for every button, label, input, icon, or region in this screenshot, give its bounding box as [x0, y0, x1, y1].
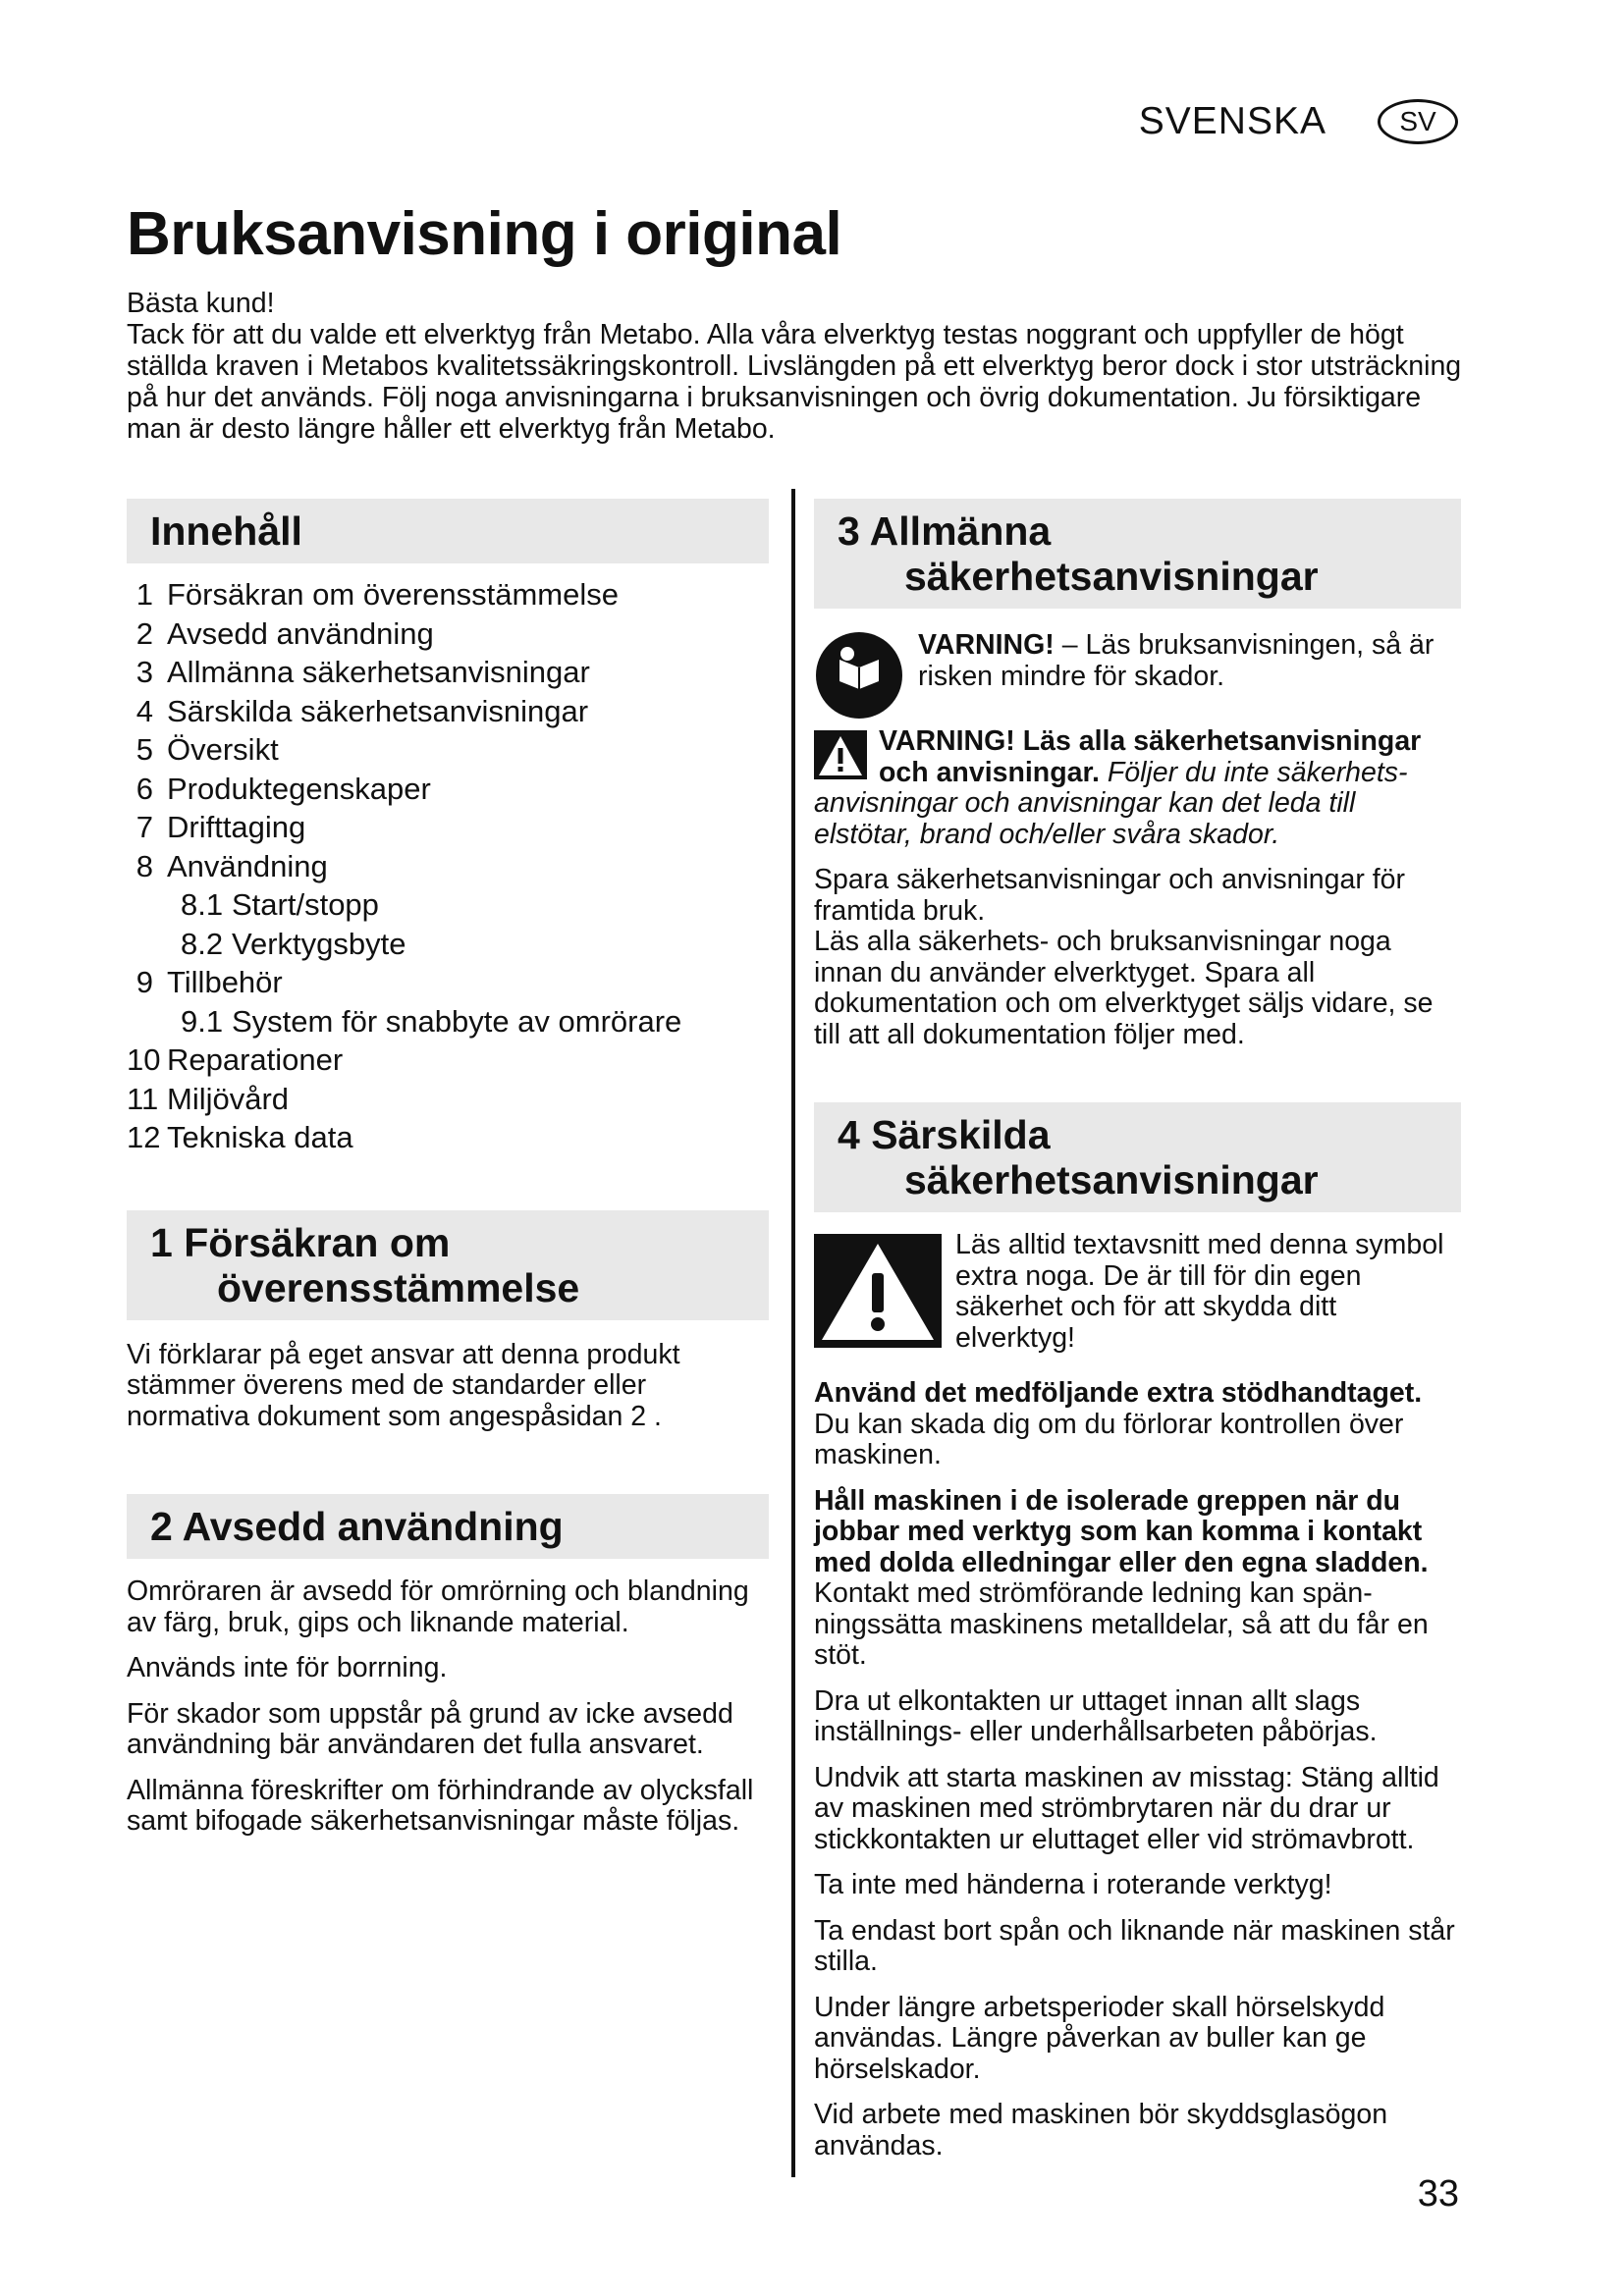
left-column	[127, 499, 769, 1852]
save-instructions-text: Läs alla säkerhets- och bruksanvisningar noga innan du använder elverktyget. Spara all dokumentation och om elverktyget säljs vidare, se till att all dokumentation följer med.	[814, 926, 1434, 1050]
language-badge: SV	[1378, 99, 1458, 144]
section4-p2: Undvik att starta maskinen av misstag: Stäng alltid av maskinen med strömbrytaren när du drar ur stickkontakten ur eluttaget eller vid strömavbrott.	[814, 1761, 1439, 1855]
warning-triangle-icon	[814, 1234, 942, 1348]
toc-item[interactable]: 11 Miljövård	[127, 1081, 290, 1116]
intro-body: Tack för att du valde ett elverktyg från Metabo. Alla våra elverktyg testas noggrant och uppfyller de högt ställda kraven i Metabos kvalitetssäkringskontroll. Livslängden på ett elverktyg beror dock i stor utsträckning på hur det används. Följ noga anvisningarna i bruksanvisningen och övrig dokumentation. Ju försiktigare man är desto längre håller ett elverktyg från Metabo.	[127, 319, 1462, 445]
intro	[127, 288, 1472, 445]
table-of-contents	[127, 575, 769, 1157]
warning-triangle-icon	[814, 730, 867, 779]
grip-instruction-bold: Håll maskinen i de isolerade greppen när du jobbar med verktyg som kan komma i kontakt med dolda elledningar eller den egna sladden.	[814, 1484, 1429, 1578]
toc-item[interactable]: 6 Produktegenskaper	[135, 771, 431, 806]
handle-instruction-bold: Använd det medföljande extra stödhandtaget.	[814, 1377, 1423, 1409]
symbol-explanation	[814, 1229, 1461, 1368]
toc-subitem[interactable]: 8.1 Start/stopp	[181, 887, 379, 922]
warning1-text: VARNING! – Läs bruksanvisningen, så är risken mindre för skador.	[918, 629, 1435, 692]
grip-instruction-text: Kontakt med strömförande ledning kan spän-ningssätta maskinens metalldelar, så att du får en stöt.	[814, 1577, 1429, 1671]
toc-item[interactable]: 9 Tillbehör	[135, 965, 283, 999]
toc-item[interactable]: 1 Försäkran om överensstämmelse	[135, 577, 619, 612]
section2-p4: Allmänna föreskrifter om förhindrande av olycksfall samt bifogade säkerhetsanvisningar måste följas.	[127, 1774, 754, 1837]
toc-item[interactable]: 8 Användning	[135, 848, 328, 883]
toc-item[interactable]: 2 Avsedd användning	[135, 615, 434, 651]
section4-p3: Ta inte med händerna i roterande verktyg!	[814, 1869, 1332, 1900]
toc-heading: Innehåll	[127, 499, 769, 563]
toc-subitem[interactable]: 9.1 System för snabbyte av omrörare	[181, 1003, 682, 1039]
column-divider	[791, 489, 795, 2177]
section1-heading: 1 Försäkran om överensstämmelse	[127, 1210, 769, 1320]
toc-item[interactable]: 7 Drifttaging	[135, 810, 306, 844]
toc-item[interactable]: 5 Översikt	[135, 732, 279, 767]
section2-heading: 2 Avsedd användning	[127, 1494, 769, 1559]
toc-item[interactable]: 10 Reparationer	[127, 1042, 344, 1077]
toc-subitem[interactable]: 8.2 Verktygsbyte	[181, 926, 406, 961]
language-label: SVENSKA	[1138, 100, 1326, 142]
toc-item[interactable]: 3 Allmänna säkerhetsanvisningar	[135, 655, 590, 689]
section4-heading: 4 Särskilda säkerhetsanvisningar	[814, 1102, 1461, 1212]
toc-item[interactable]: 4 Särskilda säkerhetsanvisningar	[135, 693, 589, 728]
handle-instruction-text: Du kan skada dig om du förlorar kontrollen över maskinen.	[814, 1408, 1404, 1470]
section4-p5: Under längre arbetsperioder skall hörselskydd användas. Längre påverkan av buller kan ge hörselskador.	[814, 1991, 1385, 2085]
save-instructions-bold: Spara säkerhetsanvisningar och anvisningar för framtida bruk.	[814, 864, 1406, 927]
intro-greeting: Bästa kund!	[127, 288, 275, 319]
right-column	[814, 499, 1461, 2176]
section3-heading: 3 Allmänna säkerhetsanvisningar	[814, 499, 1461, 609]
section2-p2: Används inte för borrning.	[127, 1652, 448, 1683]
warning2-text: VARNING! Läs alla säkerhetsanvisningar och anvisningar. Följer du inte säkerhets-anvisningar och anvisningar kan det leda till elstötar, brand och/eller svåra skador.	[814, 725, 1422, 850]
section1-text: Vi förklarar på eget ansvar att denna produkt stämmer överens med de standarder eller normativa dokument som angespåsidan 2 .	[127, 1338, 680, 1432]
section4-p6: Vid arbete med maskinen bör skyddsglasögon användas.	[814, 2099, 1388, 2162]
section4-p1: Dra ut elkontakten ur uttaget innan allt slags inställnings- eller underhållsarbeten påbörjas.	[814, 1684, 1378, 1747]
section2-p1: Omröraren är avsedd för omrörning och blandning av färg, bruk, gips och liknande material.	[127, 1575, 749, 1638]
read-manual-warning	[814, 630, 1461, 721]
section2-p3: För skador som uppstår på grund av icke avsedd användning bär användaren det fulla ansvaret.	[127, 1697, 733, 1760]
read-manual-icon	[814, 630, 904, 721]
symbol-text: Läs alltid textavsnitt med denna symbol extra noga. De är till för din egen säkerhet och för att skydda ditt elverktyg!	[955, 1229, 1444, 1354]
section4-p4: Ta endast bort spån och liknande när maskinen står stilla.	[814, 1914, 1455, 1977]
page-number: 33	[1417, 2173, 1459, 2215]
language-indicator	[1139, 99, 1458, 144]
page-title: Bruksanvisning i original	[127, 200, 842, 268]
toc-item[interactable]: 12 Tekniska data	[127, 1120, 353, 1154]
